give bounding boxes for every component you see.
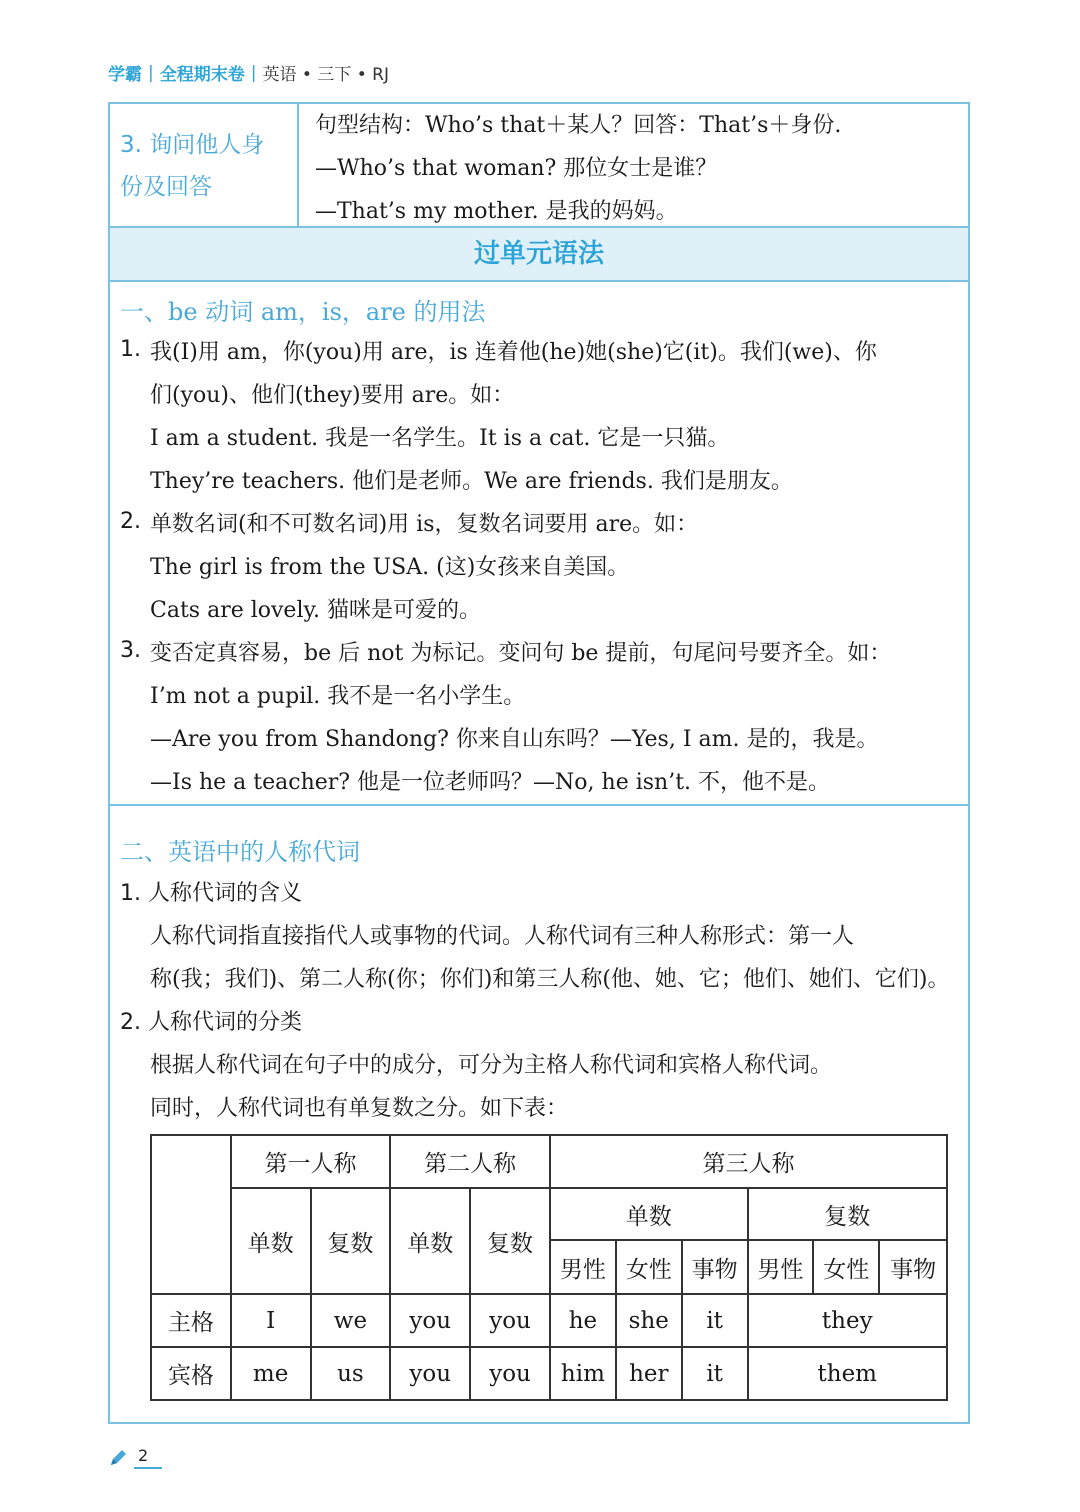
table-cell: we [311, 1294, 391, 1347]
topic-label-line: 3. 询问他人身 [120, 132, 265, 158]
header-plural: 复数 [311, 1188, 391, 1294]
table-cell: you [390, 1347, 470, 1400]
text-line: 同时，人称代词也有单复数之分。如下表： [150, 1096, 569, 1121]
table-cell: them [748, 1347, 947, 1400]
content-frame [108, 102, 970, 1424]
page-number: 2 [134, 1446, 162, 1469]
table-cell: her [616, 1347, 682, 1400]
text-line: Cats are lovely. 猫咪是可爱的。 [150, 598, 481, 623]
page-header [108, 60, 389, 85]
section-title: 过单元语法 [110, 228, 968, 282]
divider: | [250, 62, 257, 83]
table-cell: I [231, 1294, 311, 1347]
header-thing: 事物 [879, 1240, 947, 1294]
sub-heading: 2. 人称代词的分类 [120, 1010, 302, 1035]
text-line: 单数名词(和不可数名词)用 is，复数名词要用 are。如： [150, 512, 699, 537]
text-line: 变否定真容易，be 后 not 为标记。变问句 be 提前，句尾问号要齐全。如： [150, 641, 892, 666]
table-cell: he [550, 1294, 616, 1347]
text-line: 们(you)、他们(they)要用 are。如： [150, 383, 515, 408]
header-male: 男性 [748, 1240, 814, 1294]
table-cell: you [470, 1347, 550, 1400]
header-singular: 单数 [231, 1188, 311, 1294]
item-number: 2. [120, 509, 141, 534]
row-label: 主格 [151, 1294, 231, 1347]
section-heading: 二、英语中的人称代词 [120, 838, 360, 866]
divider: | [148, 62, 154, 83]
text-line: The girl is from the USA. (这)女孩来自美国。 [150, 555, 630, 580]
text-line: 人称代词指直接指代人或事物的代词。人称代词有三种人称形式：第一人 [150, 924, 855, 949]
header-first-person: 第一人称 [231, 1135, 391, 1188]
topic-label [110, 104, 299, 226]
text-line: I am a student. 我是一名学生。It is a cat. 它是一只猫。 [150, 426, 730, 451]
item-number: 1. [120, 337, 141, 362]
pronoun-table [150, 1134, 948, 1401]
table-row [151, 1294, 947, 1347]
table-cell: you [470, 1294, 550, 1347]
table-cell: you [390, 1294, 470, 1347]
text-line: 称(我；我们)、第二人称(你；你们)和第三人称(他、她、它；他们、她们、它们)。 [150, 967, 950, 992]
text-line: 我(I)用 am，你(you)用 are，is 连着他(he)她(she)它(it)。我们(we)、你 [150, 340, 877, 365]
header-plural: 复数 [470, 1188, 550, 1294]
header-singular: 单数 [550, 1188, 748, 1240]
pencil-icon [108, 1448, 128, 1468]
corner-cell [151, 1135, 231, 1294]
text-line: —That’s my mother. 是我的妈妈。 [315, 199, 678, 224]
table-cell: us [311, 1347, 391, 1400]
text-line: —Is he a teacher? 他是一位老师吗？—No, he isn’t. 不，他不是。 [150, 770, 831, 795]
table-cell: him [550, 1347, 616, 1400]
table-row [151, 1347, 947, 1400]
table-cell: they [748, 1294, 947, 1347]
item-number: 3. [120, 638, 141, 663]
text-line: 句型结构：Who’s that＋某人？回答：That’s＋身份. [315, 113, 842, 138]
header-female: 女性 [813, 1240, 879, 1294]
table-cell: me [231, 1347, 311, 1400]
header-thing: 事物 [682, 1240, 748, 1294]
series-name: 全程期末卷 [159, 65, 245, 85]
table-cell: she [616, 1294, 682, 1347]
sub-heading: 1. 人称代词的含义 [120, 881, 302, 906]
header-singular: 单数 [390, 1188, 470, 1294]
header-second-person: 第二人称 [390, 1135, 550, 1188]
header-male: 男性 [550, 1240, 616, 1294]
brand-name: 学霸 [108, 65, 142, 85]
header-plural: 复数 [748, 1188, 947, 1240]
topic-content [315, 104, 965, 233]
table-cell: it [682, 1347, 748, 1400]
table-cell: it [682, 1294, 748, 1347]
topic-label-line: 份及回答 [120, 174, 212, 200]
text-line: 根据人称代词在句子中的成分，可分为主格人称代词和宾格人称代词。 [150, 1053, 833, 1078]
section-heading: 一、be 动词 am，is，are 的用法 [120, 298, 486, 326]
subject-label: 英语 • 三下 • RJ [262, 65, 389, 85]
section-be-verbs [110, 282, 968, 806]
row-label: 宾格 [151, 1347, 231, 1400]
header-female: 女性 [616, 1240, 682, 1294]
text-line: They’re teachers. 他们是老师。We are friends. 我们是朋友。 [150, 469, 793, 494]
text-line: —Who’s that woman? 那位女士是谁？ [315, 156, 718, 181]
page-footer [108, 1446, 162, 1469]
text-line: —Are you from Shandong? 你来自山东吗？—Yes, I am. 是的，我是。 [150, 727, 879, 752]
header-third-person: 第三人称 [550, 1135, 947, 1188]
top-row [110, 104, 968, 228]
text-line: I’m not a pupil. 我不是一名小学生。 [150, 684, 526, 709]
